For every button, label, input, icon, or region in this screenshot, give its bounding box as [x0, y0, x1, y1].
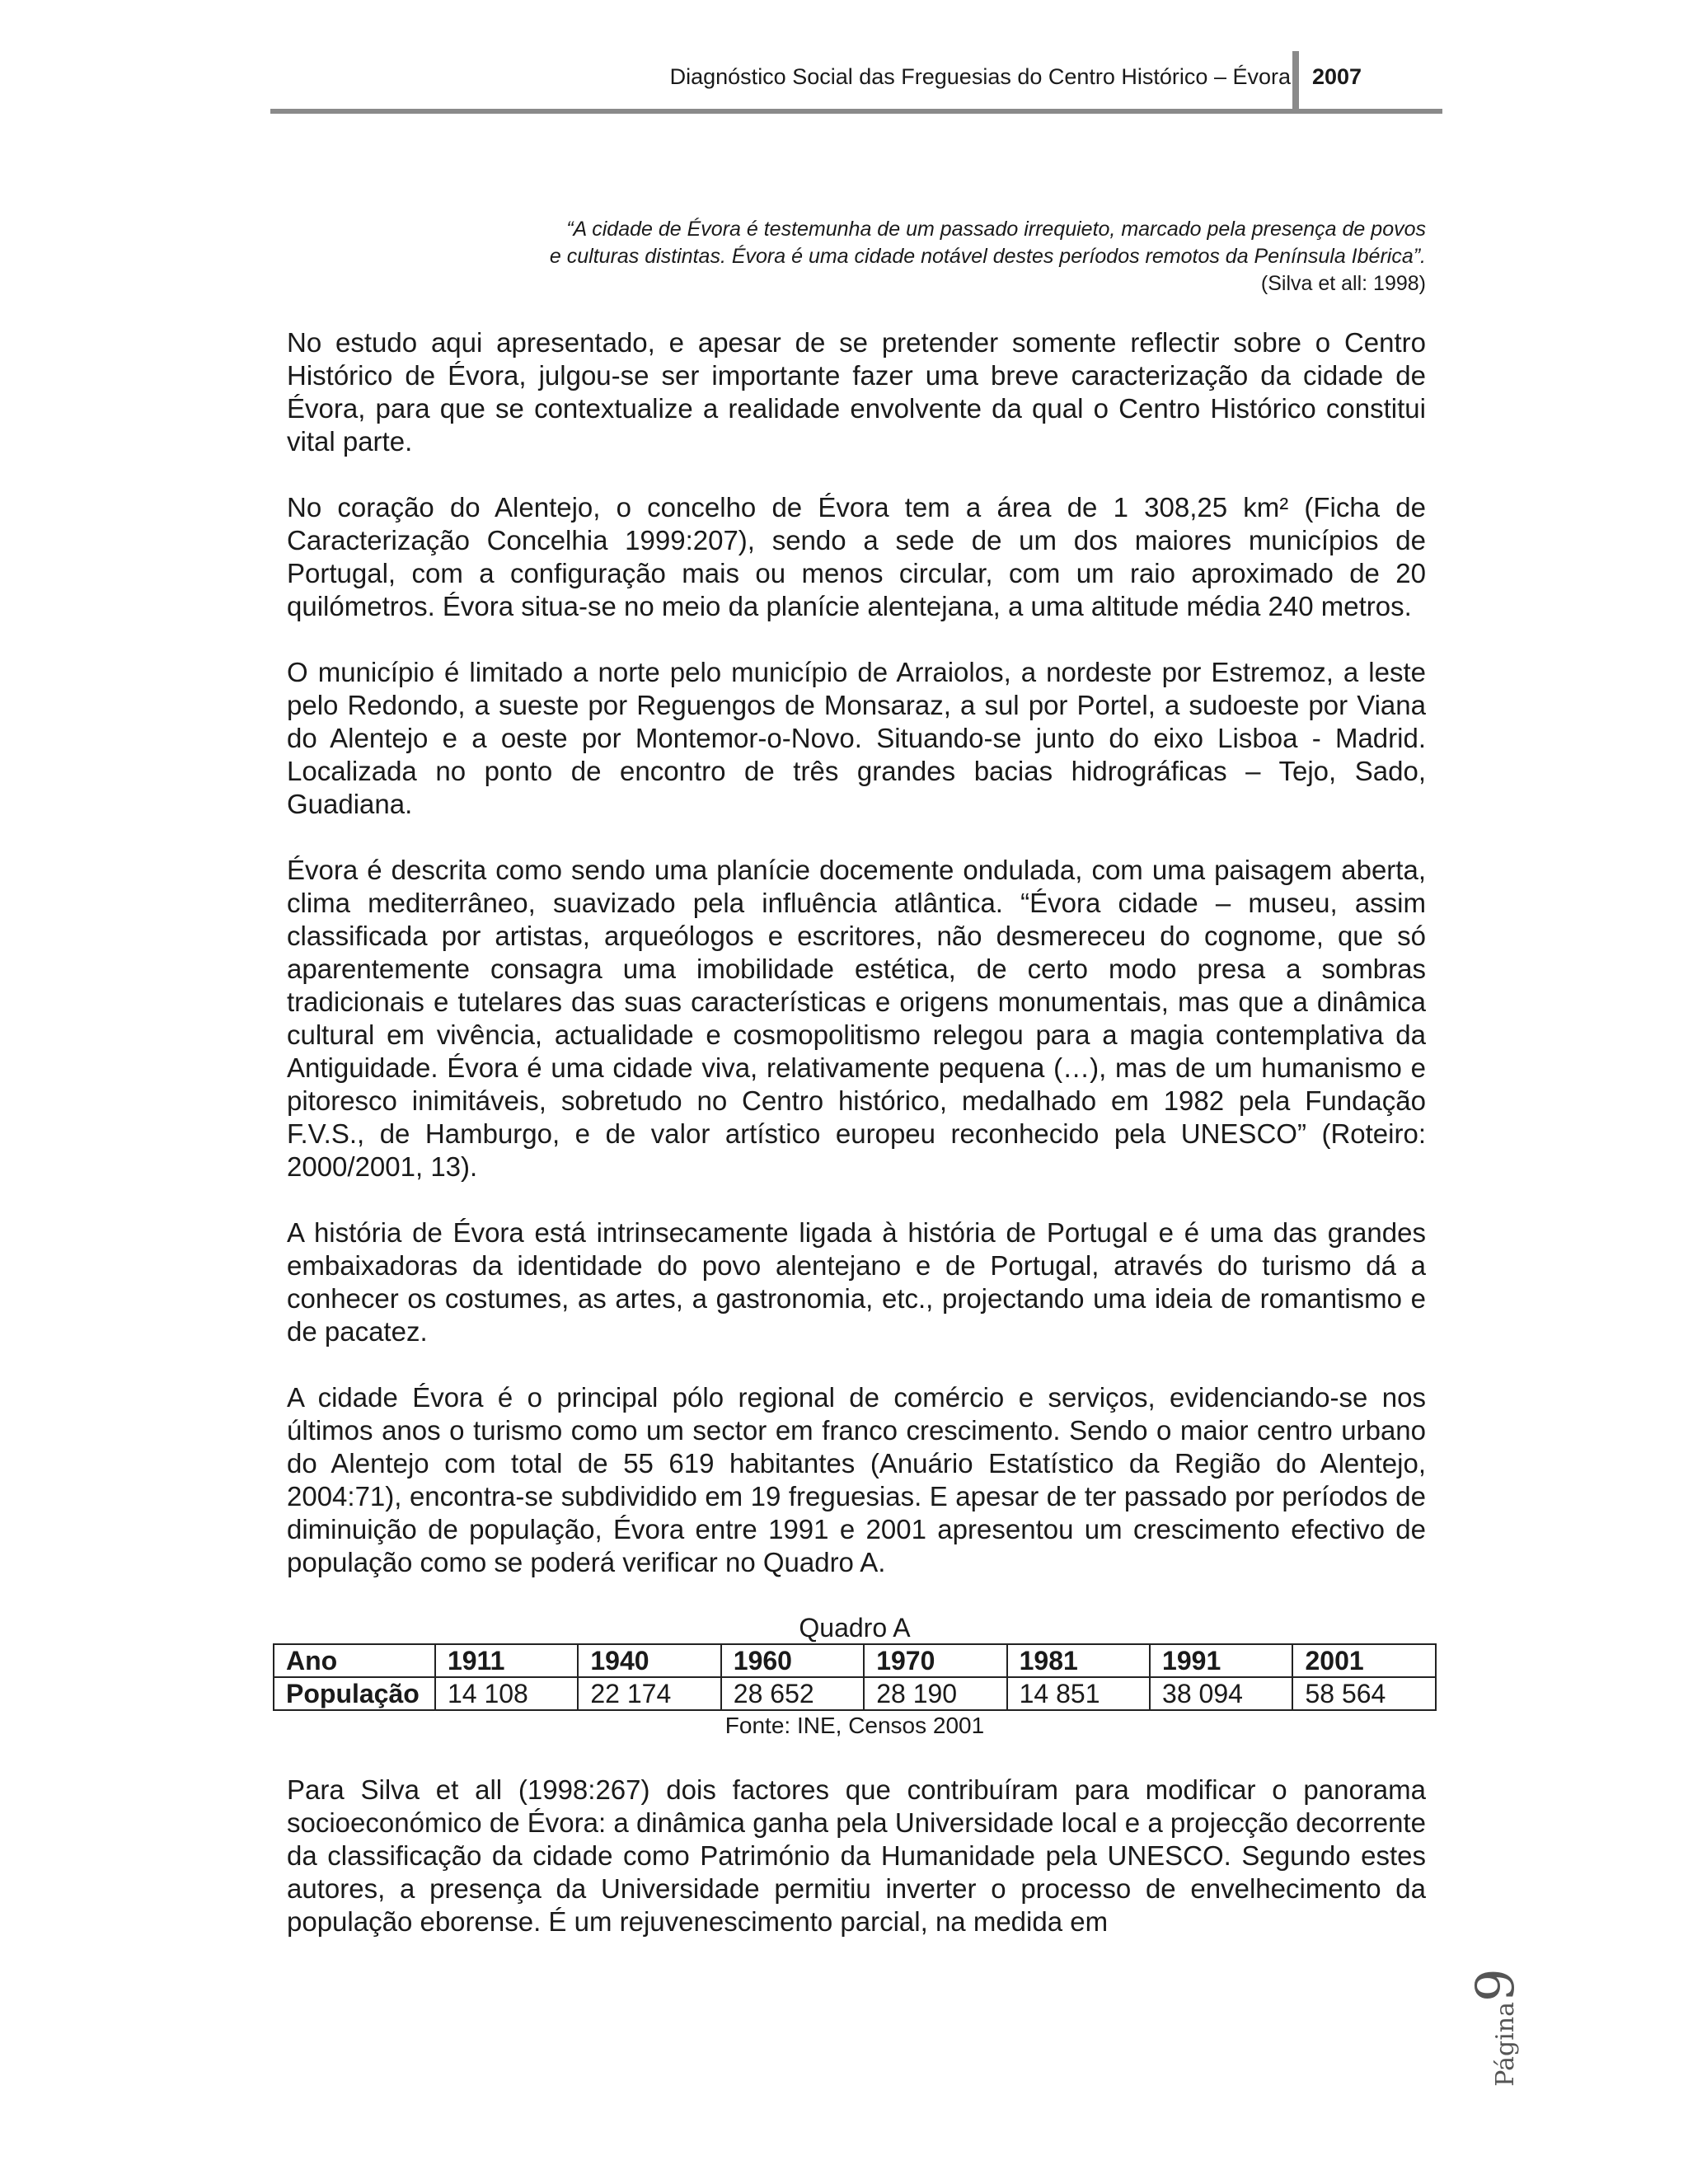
epigraph-line: e culturas distintas. Évora é uma cidade notável destes períodos remotos da Península Ibérica”.: [549, 245, 1426, 268]
population-table: [273, 1643, 1437, 1711]
paragraph: Évora é descrita como sendo uma planície docemente ondulada, com uma paisagem aberta, clima mediterrâneo, suavizado pela influência atlântica. “Évora cidade – museu, assim classificada por artistas, arqueólogos e escritores, não desmereceu do cognome, que só aparentemente consagra uma imobilidade estética, de certo modo presa a sombras tradicionais e tutelares das suas características e origens monumentais, mas que a dinâmica cultural em vivência, actualidade e cosmopolitismo relegou para a magia contemplativa da Antiguidade. Évora é uma cidade viva, relativamente pequena (…), mas de um humanismo e pitoresco inimitáveis, sobretudo no Centro histórico, medalhado em 1982 pela Fundação F.V.S., de Hamburgo, e de valor artístico europeu reconhecido pela UNESCO” (Roteiro: 2000/2001, 13).: [287, 855, 1426, 1182]
table-header-row: [274, 1644, 1436, 1677]
table-year-cell: 1940: [578, 1644, 720, 1677]
epigraph-line: “A cidade de Évora é testemunha de um passado irrequieto, marcado pela presença de povos: [566, 218, 1426, 241]
table-population-cell: 14 851: [1007, 1677, 1150, 1710]
table-year-cell: 1911: [435, 1644, 578, 1677]
body-text: [287, 326, 1426, 1971]
population-table-block: [273, 1612, 1437, 1741]
table-population-cell: 58 564: [1292, 1677, 1436, 1710]
page-number: [1465, 1961, 1526, 2093]
table-row-label: Ano: [274, 1644, 435, 1677]
paragraph: A cidade Évora é o principal pólo regional de comércio e serviços, evidenciando-se nos últimos anos o turismo como um sector em franco crescimento. Sendo o maior centro urbano do Alentejo com total de 55 619 habitantes (Anuário Estatístico da Região do Alentejo, 2004:71), encontra-se subdividido em 19 freguesias. E apesar de ter passado por períodos de diminuição de população, Évora entre 1991 e 2001 apresentou um crescimento efectivo de população como se poderá verificar no Quadro A.: [287, 1382, 1426, 1577]
table-year-cell: 1970: [864, 1644, 1006, 1677]
paragraph: A história de Évora está intrinsecamente ligada à história de Portugal e é uma das grandes embaixadoras da identidade do povo alentejano e de Portugal, através do turismo dá a conhecer os costumes, as artes, a gastronomia, etc., projectando uma ideia de romantismo e de pacatez.: [287, 1217, 1426, 1347]
header-divider: [1292, 51, 1299, 114]
table-year-cell: 2001: [1292, 1644, 1436, 1677]
table-population-cell: 38 094: [1150, 1677, 1292, 1710]
paragraph: O município é limitado a norte pelo município de Arraiolos, a nordeste por Estremoz, a leste pelo Redondo, a sueste por Reguengos de Monsaraz, a sul por Portel, a sudoeste por Viana do Alentejo e a oeste por Montemor-o-Novo. Situando-se junto do eixo Lisboa - Madrid. Localizada no ponto de encontro de três grandes bacias hidrográficas – Tejo, Sado, Guadiana.: [287, 657, 1426, 819]
document-year: 2007: [1312, 64, 1362, 89]
paragraph: No estudo aqui apresentado, e apesar de se pretender somente reflectir sobre o Centro Histórico de Évora, julgou-se ser importante fazer uma breve caracterização da cidade de Évora, para que se contextualize a realidade envolvente da qual o Centro Histórico constitui vital parte.: [287, 327, 1426, 457]
paragraph: No coração do Alentejo, o concelho de Évora tem a área de 1 308,25 km² (Ficha de Caracterização Concelhia 1999:207), sendo a sede de um dos maiores municípios de Portugal, com a configuração mais ou menos circular, com um raio aproximado de 20 quilómetros. Évora situa-se no meio da planície alentejana, a uma altitude média 240 metros.: [287, 492, 1426, 621]
epigraph-citation: (Silva et all: 1998): [1260, 272, 1426, 295]
table-year-cell: 1991: [1150, 1644, 1292, 1677]
table-row: [274, 1677, 1436, 1710]
page-label: Página: [1491, 2001, 1520, 2087]
header-rule: [270, 109, 1442, 114]
table-source: Fonte: INE, Censos 2001: [724, 1713, 985, 1738]
table-row-label: População: [274, 1677, 435, 1710]
table-year-cell: 1960: [721, 1644, 864, 1677]
table-population-cell: 14 108: [435, 1677, 578, 1710]
page-num: 9: [1465, 1968, 1526, 2002]
table-population-cell: 28 652: [721, 1677, 864, 1710]
table-year-cell: 1981: [1007, 1644, 1150, 1677]
paragraph: Para Silva et all (1998:267) dois factores que contribuíram para modificar o panorama socioeconómico de Évora: a dinâmica ganha pela Universidade local e a projecção decorrente da classificação da cidade como Património da Humanidade pela UNESCO. Segundo estes autores, a presença da Universidade permitiu inverter o processo de envelhecimento da população eborense. É um rejuvenescimento parcial, na medida em: [287, 1774, 1426, 1937]
table-caption: Quadro A: [799, 1613, 911, 1643]
document-title: Diagnóstico Social das Freguesias do Centro Histórico – Évora: [669, 64, 1291, 89]
page-number-rotated: [1465, 1968, 1526, 2086]
table-population-cell: 28 190: [864, 1677, 1006, 1710]
page-header: [270, 51, 1442, 115]
epigraph: [280, 216, 1426, 298]
table-population-cell: 22 174: [578, 1677, 720, 1710]
